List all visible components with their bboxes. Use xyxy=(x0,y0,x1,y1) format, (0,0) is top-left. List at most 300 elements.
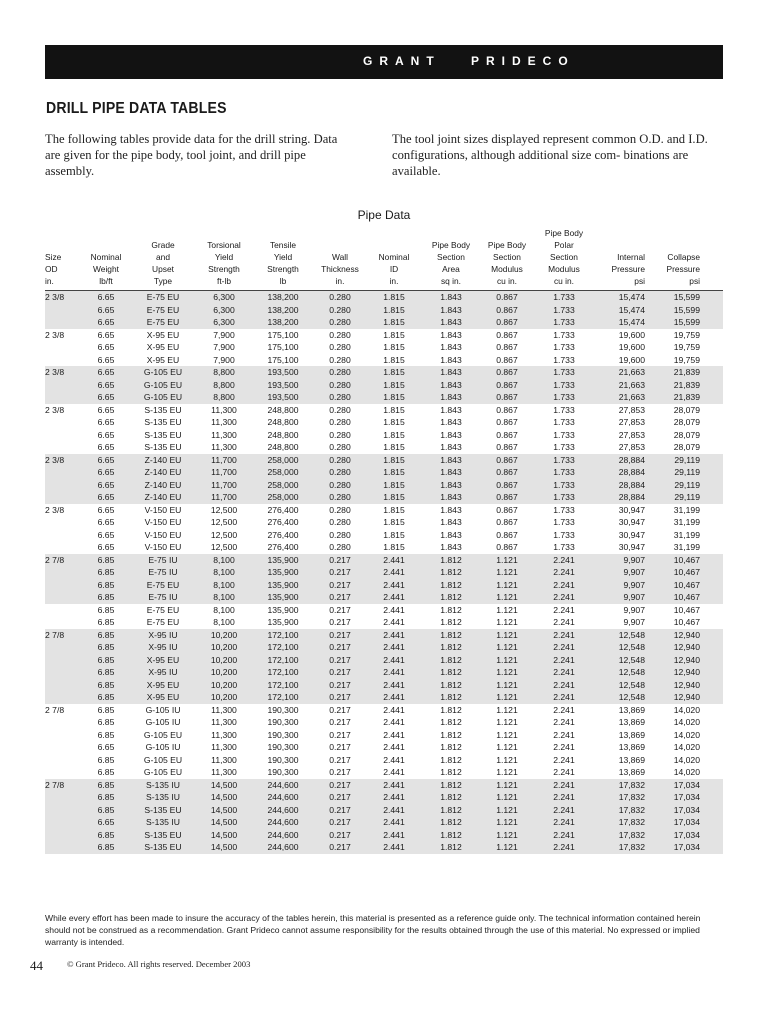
table-cell: 2.441 xyxy=(383,729,405,740)
table-cell: 2.441 xyxy=(383,754,405,765)
table-cell: 28,884 xyxy=(618,467,645,477)
table-cell: 21,663 xyxy=(618,379,645,390)
table-cell: 12,548 xyxy=(618,679,645,690)
table-cell: 9,907 xyxy=(623,592,645,602)
table-cell: 193,500 xyxy=(267,392,299,402)
table-cell: 30,947 xyxy=(618,504,645,515)
table-cell: 135,900 xyxy=(267,554,299,565)
table-cell: G-105 EU xyxy=(143,767,183,777)
table-cell: S-135 EU xyxy=(144,842,182,852)
table-cell: 1.733 xyxy=(553,442,575,452)
table-cell: 1.121 xyxy=(496,779,518,790)
table-cell: 276,400 xyxy=(267,529,299,540)
table-cell: 6.65 xyxy=(97,404,115,415)
table-cell: 0.867 xyxy=(496,517,518,527)
table-cell: 2.241 xyxy=(553,792,575,802)
table-row xyxy=(45,654,723,667)
table-cell: 1.121 xyxy=(496,692,518,702)
table-cell: 190,300 xyxy=(267,729,299,740)
table-cell: 244,600 xyxy=(267,842,299,852)
table-cell: X-95 IU xyxy=(148,642,178,652)
table-cell: 244,600 xyxy=(267,779,299,790)
table-cell: 12,548 xyxy=(618,642,645,652)
table-cell: X-95 EU xyxy=(146,342,180,352)
column-header: Torsional Yield Strength ft-lb xyxy=(207,240,241,286)
table-cell: 1.121 xyxy=(496,754,518,765)
table-cell: 8,100 xyxy=(213,592,235,602)
table-cell: 10,467 xyxy=(673,567,700,577)
table-cell: 9,907 xyxy=(623,579,645,590)
table-cell: Z-140 EU xyxy=(144,467,182,477)
table-row xyxy=(45,541,723,554)
table-cell: 1.812 xyxy=(440,692,462,702)
table-cell: 1.815 xyxy=(383,442,405,452)
size-cell: 2 3/8 xyxy=(45,504,65,515)
table-cell: 17,034 xyxy=(673,817,700,827)
table-row xyxy=(45,366,723,379)
table-row xyxy=(45,579,723,592)
table-cell: E-75 EU xyxy=(146,579,180,590)
table-cell: 276,400 xyxy=(267,517,299,527)
table-cell: 14,020 xyxy=(673,754,700,765)
table-cell: 2.241 xyxy=(553,579,575,590)
table-cell: X-95 IU xyxy=(148,629,178,640)
table-cell: 2.441 xyxy=(383,767,405,777)
table-cell: 138,200 xyxy=(267,304,299,315)
table-row xyxy=(45,441,723,454)
table-row xyxy=(45,754,723,767)
table-cell: 258,000 xyxy=(267,467,299,477)
table-cell: 190,300 xyxy=(267,742,299,752)
table-cell: E-75 EU xyxy=(146,604,180,615)
table-cell: 175,100 xyxy=(267,329,299,340)
table-cell: 1.843 xyxy=(440,467,462,477)
table-cell: 12,940 xyxy=(673,654,700,665)
table-cell: 11,300 xyxy=(211,754,237,765)
table-cell: 8,100 xyxy=(213,604,235,615)
table-cell: 29,119 xyxy=(674,492,700,502)
header-banner xyxy=(45,45,723,79)
table-cell: 172,100 xyxy=(267,667,299,677)
table-cell: 2.441 xyxy=(383,779,405,790)
table-cell: 0.217 xyxy=(329,717,351,727)
table-row xyxy=(45,641,723,654)
table-cell: V-150 EU xyxy=(144,542,182,552)
table-cell: 0.280 xyxy=(329,329,351,340)
table-cell: 1.815 xyxy=(383,304,405,315)
table-cell: 135,900 xyxy=(267,592,299,602)
table-cell: E-75 EU xyxy=(146,617,180,627)
table-cell: 17,832 xyxy=(618,842,645,852)
table-cell: 258,000 xyxy=(267,479,299,490)
table-cell: 0.217 xyxy=(329,567,351,577)
table-cell: X-95 IU xyxy=(148,667,178,677)
table-cell: 1.733 xyxy=(553,542,575,552)
table-cell: 6.85 xyxy=(97,592,115,602)
table-cell: 6.65 xyxy=(97,379,115,390)
table-cell: 6,300 xyxy=(213,317,235,327)
table-cell: 11,300 xyxy=(211,742,237,752)
table-row xyxy=(45,766,723,779)
table-cell: 1.815 xyxy=(383,292,405,302)
table-cell: 6.85 xyxy=(97,554,115,565)
table-cell: 11,700 xyxy=(211,454,237,465)
table-cell: 0.280 xyxy=(329,417,351,427)
table-cell: 19,600 xyxy=(618,342,645,352)
table-cell: 1.733 xyxy=(553,529,575,540)
table-cell: 1.733 xyxy=(553,454,575,465)
table-cell: 248,800 xyxy=(267,442,299,452)
table-cell: 15,474 xyxy=(618,304,645,315)
table-cell: 6.85 xyxy=(97,704,115,715)
table-cell: 19,759 xyxy=(673,342,700,352)
table-row xyxy=(45,729,723,742)
size-cell: 2 7/8 xyxy=(45,704,65,715)
table-cell: 6.65 xyxy=(97,467,115,477)
table-cell: 258,000 xyxy=(267,492,299,502)
table-cell: 135,900 xyxy=(267,579,299,590)
table-cell: 1.733 xyxy=(553,492,575,502)
table-cell: 2.241 xyxy=(553,804,575,815)
table-cell: 10,467 xyxy=(673,579,700,590)
table-cell: 1.812 xyxy=(440,642,462,652)
table-cell: 14,500 xyxy=(210,817,238,827)
table-cell: 0.280 xyxy=(329,404,351,415)
table-cell: 6.65 xyxy=(97,492,115,502)
table-cell: 31,199 xyxy=(673,504,700,515)
table-cell: 2.241 xyxy=(553,667,575,677)
table-cell: 1.121 xyxy=(496,604,518,615)
table-cell: 6.65 xyxy=(97,817,115,827)
table-cell: 6.65 xyxy=(97,342,115,352)
table-row xyxy=(45,616,723,629)
table-cell: 15,474 xyxy=(618,292,645,302)
table-cell: 0.217 xyxy=(329,829,351,840)
table-cell: 6.65 xyxy=(97,329,115,340)
table-cell: 2.441 xyxy=(383,567,405,577)
table-cell: 0.217 xyxy=(329,604,351,615)
table-cell: 0.867 xyxy=(496,542,518,552)
table-cell: 1.812 xyxy=(440,604,462,615)
table-cell: 0.280 xyxy=(329,342,351,352)
table-cell: 172,100 xyxy=(267,679,299,690)
table-cell: 1.843 xyxy=(440,529,462,540)
table-cell: 11,300 xyxy=(211,717,237,727)
table-cell: 19,600 xyxy=(618,354,645,365)
table-cell: 12,500 xyxy=(210,504,238,515)
table-cell: 31,199 xyxy=(673,529,700,540)
table-row xyxy=(45,291,723,304)
table-cell: 244,600 xyxy=(267,829,299,840)
table-cell: 14,500 xyxy=(210,779,238,790)
table-cell: 13,869 xyxy=(618,729,645,740)
row-group xyxy=(45,404,723,454)
table-cell: 17,034 xyxy=(673,779,700,790)
table-cell: 9,907 xyxy=(623,567,645,577)
table-cell: 172,100 xyxy=(267,642,299,652)
table-cell: 6.85 xyxy=(97,642,115,652)
table-cell: 6.85 xyxy=(97,729,115,740)
table-header xyxy=(45,226,723,291)
table-row xyxy=(45,554,723,567)
column-header: Internal Pressure psi xyxy=(611,252,645,286)
table-cell: Z-140 EU xyxy=(144,479,182,490)
table-row xyxy=(45,466,723,479)
table-cell: 2.241 xyxy=(553,817,575,827)
table-cell: 17,832 xyxy=(618,779,645,790)
table-cell: G-105 EU xyxy=(143,367,183,377)
table-cell: S-135 EU xyxy=(144,417,182,427)
table-row xyxy=(45,566,723,579)
table-cell: 2.241 xyxy=(553,629,575,640)
table-cell: 12,500 xyxy=(210,542,238,552)
table-row xyxy=(45,816,723,829)
page-title: DRILL PIPE DATA TABLES xyxy=(46,100,227,117)
table-cell: 11,300 xyxy=(211,417,237,427)
table-cell: 2.441 xyxy=(383,579,405,590)
table-cell: 17,034 xyxy=(673,829,700,840)
table-cell: 12,500 xyxy=(210,529,238,540)
table-cell: X-95 EU xyxy=(146,329,180,340)
table-row xyxy=(45,779,723,792)
table-cell: 0.217 xyxy=(329,554,351,565)
table-cell: 1.121 xyxy=(496,667,518,677)
table-cell: 0.867 xyxy=(496,342,518,352)
table-cell: 9,907 xyxy=(623,554,645,565)
table-cell: 1.815 xyxy=(383,479,405,490)
table-cell: 28,079 xyxy=(673,417,700,427)
table-cell: 1.121 xyxy=(496,729,518,740)
table-cell: 1.843 xyxy=(440,417,462,427)
table-cell: 0.280 xyxy=(329,454,351,465)
table-cell: 31,199 xyxy=(673,517,700,527)
page-number: 44 xyxy=(30,958,43,973)
table-cell: 175,100 xyxy=(267,354,299,365)
table-cell: 1.733 xyxy=(553,479,575,490)
table-cell: 0.280 xyxy=(329,429,351,440)
table-cell: 1.121 xyxy=(496,592,518,602)
table-cell: 172,100 xyxy=(267,692,299,702)
table-row xyxy=(45,354,723,367)
table-row xyxy=(45,804,723,817)
table-cell: 12,940 xyxy=(673,629,700,640)
table-cell: 1.733 xyxy=(553,354,575,365)
table-cell: 0.867 xyxy=(496,292,518,302)
row-group xyxy=(45,504,723,554)
table-cell: 1.815 xyxy=(383,517,405,527)
table-cell: 0.280 xyxy=(329,442,351,452)
table-cell: 0.867 xyxy=(496,367,518,377)
table-cell: 6.85 xyxy=(97,679,115,690)
table-cell: 14,500 xyxy=(210,829,238,840)
table-cell: 0.280 xyxy=(329,292,351,302)
table-cell: 6.85 xyxy=(97,792,115,802)
table-cell: 28,079 xyxy=(673,429,700,440)
table-cell: Z-140 EU xyxy=(144,492,182,502)
table-cell: E-75 EU xyxy=(146,304,180,315)
table-row xyxy=(45,329,723,342)
table-row xyxy=(45,404,723,417)
table-cell: 21,663 xyxy=(618,367,645,377)
table-cell: 1.815 xyxy=(383,404,405,415)
table-cell: 14,500 xyxy=(210,804,238,815)
column-header: Pipe Body Section Area sq in. xyxy=(431,240,471,286)
table-cell: 2.441 xyxy=(383,692,405,702)
table-cell: 248,800 xyxy=(267,429,299,440)
table-cell: 0.867 xyxy=(496,492,518,502)
table-cell: 2.241 xyxy=(553,604,575,615)
table-cell: V-150 EU xyxy=(144,529,182,540)
table-cell: 0.867 xyxy=(496,504,518,515)
table-cell: 1.812 xyxy=(440,554,462,565)
table-cell: 6.65 xyxy=(97,317,115,327)
table-cell: 11,300 xyxy=(211,729,237,740)
table-cell: 1.815 xyxy=(383,542,405,552)
table-cell: 1.843 xyxy=(440,292,462,302)
table-cell: 8,100 xyxy=(213,617,235,627)
table-cell: 0.867 xyxy=(496,454,518,465)
table-cell: 12,500 xyxy=(210,517,238,527)
table-cell: V-150 EU xyxy=(144,504,182,515)
table-cell: X-95 EU xyxy=(146,692,180,702)
table-cell: 0.280 xyxy=(329,317,351,327)
table-cell: 0.217 xyxy=(329,617,351,627)
table-cell: 2.441 xyxy=(383,704,405,715)
column-header: Pipe Body Section Modulus cu in. xyxy=(487,240,527,286)
table-cell: 10,467 xyxy=(673,554,700,565)
table-cell: 175,100 xyxy=(267,342,299,352)
table-cell: 1.733 xyxy=(553,329,575,340)
table-cell: 1.812 xyxy=(440,742,462,752)
table-cell: 11,700 xyxy=(211,492,237,502)
table-cell: 12,548 xyxy=(618,654,645,665)
table-cell: S-135 EU xyxy=(144,429,182,440)
table-cell: 1.733 xyxy=(553,379,575,390)
table-cell: 1.121 xyxy=(496,679,518,690)
table-cell: X-95 EU xyxy=(146,354,180,365)
table-row xyxy=(45,716,723,729)
table-cell: 1.733 xyxy=(553,417,575,427)
table-cell: 12,940 xyxy=(673,642,700,652)
table-cell: 14,020 xyxy=(673,717,700,727)
table-cell: 2.241 xyxy=(553,692,575,702)
table-cell: 1.121 xyxy=(496,554,518,565)
table-cell: 1.812 xyxy=(440,717,462,727)
table-cell: 0.867 xyxy=(496,429,518,440)
table-cell: 0.867 xyxy=(496,479,518,490)
table-cell: 14,020 xyxy=(673,729,700,740)
table-cell: 1.843 xyxy=(440,442,462,452)
table-cell: 6.65 xyxy=(97,479,115,490)
table-cell: G-105 EU xyxy=(143,379,183,390)
table-cell: 6.65 xyxy=(97,742,115,752)
table-cell: 0.217 xyxy=(329,767,351,777)
table-cell: 0.867 xyxy=(496,329,518,340)
disclaimer: While every effort has been made to insure the accuracy of the tables herein, this material is presented as a reference guide only. The technical information contained herein should not be construed as a recommendation. Grant Prideco cannot assume responsibility for the results obtained through the use of this material. No expressed or implied warranty is intended. xyxy=(45,913,701,947)
table-cell: 190,300 xyxy=(267,704,299,715)
table-cell: 10,467 xyxy=(673,604,700,615)
table-cell: 6.65 xyxy=(97,392,115,402)
table-cell: 6.85 xyxy=(97,804,115,815)
table-cell: Z-140 EU xyxy=(144,454,182,465)
table-cell: E-75 IU xyxy=(148,567,178,577)
table-cell: 0.217 xyxy=(329,804,351,815)
table-cell: 2.241 xyxy=(553,592,575,602)
table-cell: 29,119 xyxy=(674,454,700,465)
table-cell: 12,940 xyxy=(673,667,700,677)
table-cell: 2.441 xyxy=(383,554,405,565)
table-cell: 21,663 xyxy=(618,392,645,402)
table-row xyxy=(45,516,723,529)
table-cell: 1.815 xyxy=(383,529,405,540)
table-cell: 0.217 xyxy=(329,642,351,652)
table-cell: 0.217 xyxy=(329,667,351,677)
table-cell: 2.441 xyxy=(383,642,405,652)
table-cell: 11,300 xyxy=(211,442,237,452)
table-cell: 10,200 xyxy=(210,642,238,652)
table-row xyxy=(45,604,723,617)
table-row xyxy=(45,704,723,717)
table-row xyxy=(45,591,723,604)
table-cell: 1.733 xyxy=(553,504,575,515)
table-cell: G-105 IU xyxy=(145,704,181,715)
table-cell: 7,900 xyxy=(213,354,235,365)
table-cell: E-75 IU xyxy=(148,554,178,565)
row-group xyxy=(45,291,723,329)
table-cell: 2.441 xyxy=(383,804,405,815)
table-cell: G-105 EU xyxy=(143,754,183,765)
table-cell: 6.65 xyxy=(97,417,115,427)
table-row xyxy=(45,504,723,517)
size-cell: 2 7/8 xyxy=(45,554,65,565)
table-cell: 2.241 xyxy=(553,742,575,752)
table-cell: 0.280 xyxy=(329,392,351,402)
table-cell: 2.241 xyxy=(553,554,575,565)
table-cell: 172,100 xyxy=(267,654,299,665)
table-cell: 248,800 xyxy=(267,404,299,415)
table-cell: 11,300 xyxy=(211,429,237,440)
table-cell: 6.85 xyxy=(97,654,115,665)
table-cell: 11,700 xyxy=(211,479,237,490)
table-row xyxy=(45,491,723,504)
table-cell: 6.65 xyxy=(97,429,115,440)
table-cell: 1.843 xyxy=(440,367,462,377)
table-cell: 2.441 xyxy=(383,667,405,677)
table-cell: 1.812 xyxy=(440,617,462,627)
table-cell: 6.65 xyxy=(97,367,115,377)
table-cell: S-135 EU xyxy=(144,804,182,815)
table-cell: 12,548 xyxy=(618,629,645,640)
table-cell: 0.280 xyxy=(329,529,351,540)
table-cell: 0.280 xyxy=(329,379,351,390)
table-cell: 14,500 xyxy=(210,792,238,802)
table-cell: 1.733 xyxy=(553,367,575,377)
table-cell: 0.217 xyxy=(329,629,351,640)
table-row xyxy=(45,416,723,429)
table-cell: 1.733 xyxy=(553,429,575,440)
table-cell: 2.241 xyxy=(553,567,575,577)
table-cell: 0.867 xyxy=(496,354,518,365)
table-cell: 1.121 xyxy=(496,842,518,852)
table-cell: 2.441 xyxy=(383,742,405,752)
table-cell: 7,900 xyxy=(213,329,235,340)
table-cell: 13,869 xyxy=(618,704,645,715)
table-cell: 8,800 xyxy=(213,367,235,377)
table-cell: 2.241 xyxy=(553,779,575,790)
table-cell: 12,548 xyxy=(618,692,645,702)
table-row xyxy=(45,379,723,392)
table-row xyxy=(45,829,723,842)
